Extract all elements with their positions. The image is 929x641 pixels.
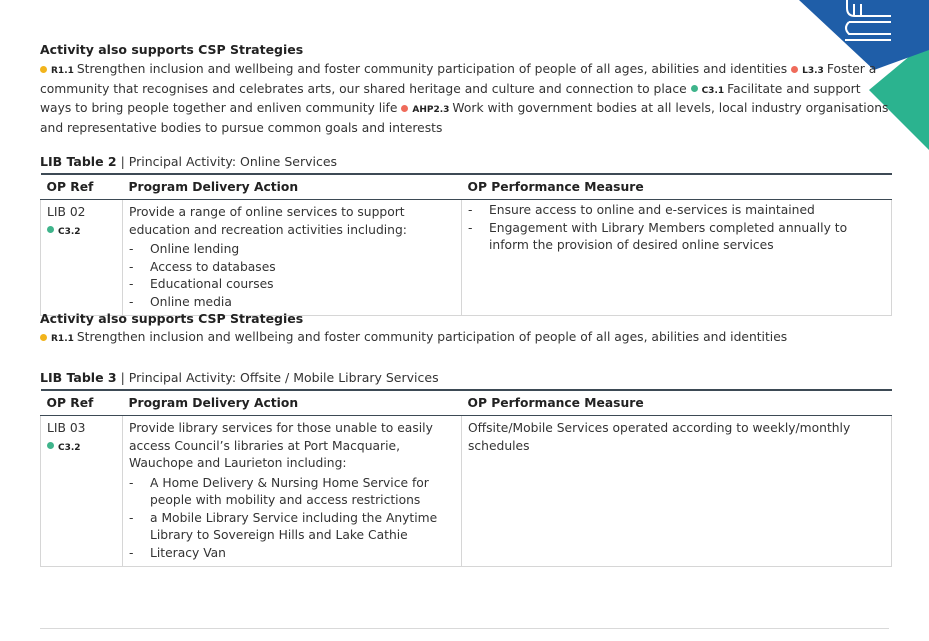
table-row bbox=[41, 200, 892, 316]
section-heading: Activity also supports CSP Strategies bbox=[40, 311, 304, 326]
strategy-item: R1.1 Strengthen inclusion and wellbeing and foster community participation of people of all ages, abilities and identities bbox=[40, 330, 787, 344]
op-ref-cell: LIB 03 C3.2 bbox=[41, 416, 123, 567]
strategy-list bbox=[40, 61, 890, 137]
col-program-delivery-action: Program Delivery Action bbox=[123, 390, 462, 416]
lib-table-2-section bbox=[40, 154, 890, 316]
measure-cell bbox=[462, 200, 892, 316]
footer-divider bbox=[40, 628, 889, 629]
list-item: - Literacy Van bbox=[129, 545, 455, 563]
list-item: - A Home Delivery & Nursing Home Service for people with mobility and access restrictions bbox=[129, 475, 455, 510]
col-program-delivery-action: Program Delivery Action bbox=[123, 174, 462, 200]
table-caption: LIB Table 2 | Principal Activity: Online Services bbox=[40, 154, 338, 169]
list-item: - Online lending bbox=[129, 241, 455, 259]
action-cell: Provide library services for those unable to easily access Council’s libraries at Port Macquarie, Wauchope and Laurieton including: - A Home Delivery & Nursing Home Service for people with mobility and access restrictions - a Mobile Library Service including the Anytime Library to Sovereign Hills and Lake Cathie - Literacy Van bbox=[123, 416, 462, 567]
table-header-row bbox=[41, 174, 892, 200]
green-dot-icon bbox=[47, 442, 54, 449]
strategy-item: L3.3 Foster a community that recognises and celebrates arts, our shared heritage and culture and connection to place bbox=[40, 62, 877, 96]
strategy-list bbox=[40, 329, 890, 349]
lib-table-2 bbox=[40, 173, 892, 316]
section-heading: Activity also supports CSP Strategies bbox=[40, 42, 304, 57]
strategy-item: AHP2.3 Work with government bodies at all levels, local industry organisations and representative bodies to pursue common goals and interests bbox=[40, 101, 889, 135]
op-ref-cell: LIB 02 C3.2 bbox=[41, 200, 123, 316]
list-item: - Engagement with Library Members completed annually to inform the provision of desired online services bbox=[468, 220, 885, 255]
yellow-dot-icon bbox=[40, 66, 47, 73]
list-item: - Ensure access to online and e-services is maintained bbox=[468, 202, 885, 220]
red-dot-icon bbox=[791, 66, 798, 73]
green-dot-icon bbox=[691, 85, 698, 92]
col-op-ref: OP Ref bbox=[41, 174, 123, 200]
action-list bbox=[129, 241, 455, 311]
measure-cell: Offsite/Mobile Services operated according to weekly/monthly schedules bbox=[462, 416, 892, 567]
green-dot-icon bbox=[47, 226, 54, 233]
csp-strategies-block-2 bbox=[40, 311, 890, 349]
strategy-item: C3.1 Facilitate and support ways to bring people together and enliven community life bbox=[40, 81, 861, 115]
lib-table-3 bbox=[40, 389, 892, 567]
action-cell: Provide a range of online services to support education and recreation activities including: - Online lending - Access to databases - Educational courses - Online media bbox=[123, 200, 462, 316]
action-list bbox=[129, 475, 455, 563]
yellow-dot-icon bbox=[40, 334, 47, 341]
list-item: - Educational courses bbox=[129, 276, 455, 294]
red-dot-icon bbox=[401, 105, 408, 112]
strategy-item: R1.1 Strengthen inclusion and wellbeing and foster community participation of people of all ages, abilities and identities bbox=[40, 62, 787, 76]
col-op-performance-measure: OP Performance Measure bbox=[462, 174, 892, 200]
table-row bbox=[41, 416, 892, 567]
lib-table-3-section bbox=[40, 370, 890, 567]
col-op-ref: OP Ref bbox=[41, 390, 123, 416]
csp-strategies-block-1 bbox=[40, 42, 890, 137]
col-op-performance-measure: OP Performance Measure bbox=[462, 390, 892, 416]
table-header-row bbox=[41, 390, 892, 416]
list-item: - Access to databases bbox=[129, 259, 455, 277]
list-item: - Online media bbox=[129, 294, 455, 312]
list-item: - a Mobile Library Service including the Anytime Library to Sovereign Hills and Lake Cathie bbox=[129, 510, 455, 545]
table-caption: LIB Table 3 | Principal Activity: Offsite / Mobile Library Services bbox=[40, 370, 439, 385]
measure-list bbox=[468, 202, 885, 255]
